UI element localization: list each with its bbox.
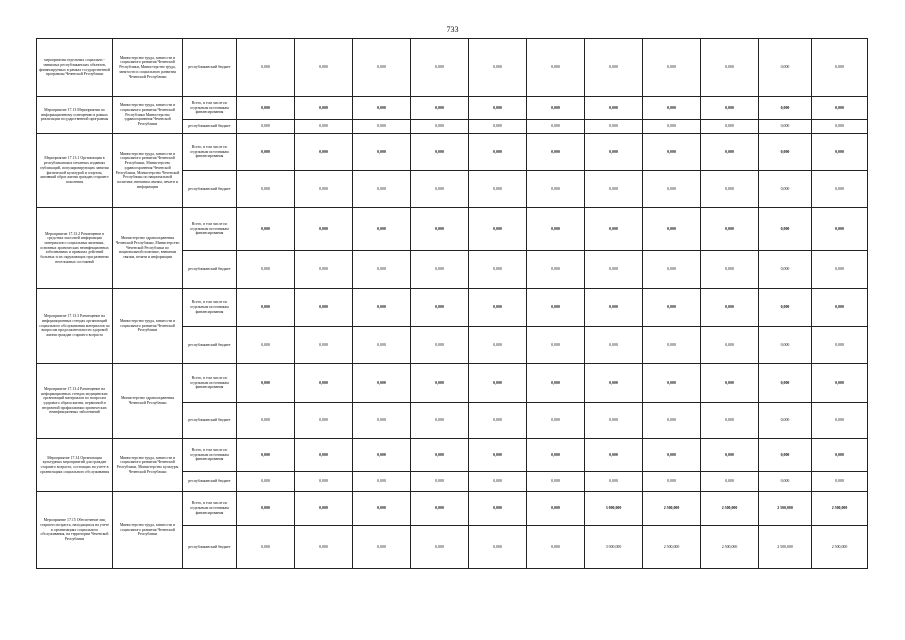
amount-cell: 0,000 <box>353 251 411 289</box>
funding-source: республиканский бюджет <box>183 472 237 492</box>
amount-cell: 0,000 <box>585 327 643 364</box>
amount-cell: 0,000 <box>585 97 643 120</box>
amount-cell: 0,000 <box>237 403 295 439</box>
amount-cell: 0,000 <box>353 472 411 492</box>
activity-name: Мероприятие 17.13.3 Размещение на информационных стендах организаций социального обслуживания материалов по вопросам продолжительности здоровой жизни граждан старшего возраста <box>37 289 113 364</box>
executor: Министерство труда, занятости и социального развития Чеченской Республики, Министерство здравоохранения Чеченской Республики, Министерство Чеченской Республики по национальной политике, внешним связям, печати и информации <box>113 134 183 208</box>
amount-cell: 0,000 <box>295 208 353 251</box>
amount-cell: 0,000 <box>295 439 353 472</box>
amount-cell: 0,000 <box>643 364 701 403</box>
amount-cell: 0,000 <box>469 439 527 472</box>
amount-cell: 0,000 <box>411 526 469 569</box>
table-body <box>37 39 868 569</box>
amount-cell: 0,000 <box>469 251 527 289</box>
amount-cell: 0,000 <box>527 120 585 134</box>
amount-cell: 0,000 <box>527 134 585 171</box>
amount-cell: 2 500,000 <box>701 526 759 569</box>
amount-cell: 0,000 <box>812 364 868 403</box>
amount-cell: 0,000 <box>411 289 469 327</box>
amount-cell: 0,000 <box>353 439 411 472</box>
table-row <box>37 439 868 472</box>
amount-cell: 0,000 <box>585 364 643 403</box>
amount-cell: 0,000 <box>643 134 701 171</box>
amount-cell: 0,000 <box>527 327 585 364</box>
amount-cell: 0,000 <box>759 327 812 364</box>
amount-cell: 0,000 <box>411 39 469 97</box>
amount-cell: 0,000 <box>353 492 411 526</box>
executor: Министерство труда, занятости и социального развития Чеченской Республики <box>113 289 183 364</box>
amount-cell: 0,000 <box>701 208 759 251</box>
amount-cell: 0,000 <box>701 39 759 97</box>
amount-cell: 0,000 <box>353 289 411 327</box>
amount-cell: 0,000 <box>295 472 353 492</box>
amount-cell: 2 500,000 <box>701 492 759 526</box>
amount-cell: 0,000 <box>759 251 812 289</box>
amount-cell: 0,000 <box>469 472 527 492</box>
amount-cell: 2 500,000 <box>812 492 868 526</box>
amount-cell: 0,000 <box>701 251 759 289</box>
funding-source: республиканский бюджет <box>183 251 237 289</box>
funding-source: Всего, в том числе по отдельным источникам финансирования <box>183 134 237 171</box>
amount-cell: 0,000 <box>527 251 585 289</box>
amount-cell: 0,000 <box>469 492 527 526</box>
amount-cell: 0,000 <box>411 134 469 171</box>
executor: Министерство труда, занятости и социального развития Чеченской Республики Министерство здравоохранения Чеченской Республики <box>113 97 183 134</box>
table-row <box>37 492 868 526</box>
amount-cell: 0,000 <box>237 492 295 526</box>
amount-cell: 0,000 <box>585 403 643 439</box>
amount-cell: 0,000 <box>643 403 701 439</box>
amount-cell: 0,000 <box>527 39 585 97</box>
funding-source: республиканский бюджет <box>183 327 237 364</box>
amount-cell: 0,000 <box>527 526 585 569</box>
amount-cell: 0,000 <box>295 171 353 208</box>
amount-cell: 2 500,000 <box>643 526 701 569</box>
funding-source: республиканский бюджет <box>183 120 237 134</box>
amount-cell: 0,000 <box>643 251 701 289</box>
amount-cell: 0,000 <box>295 251 353 289</box>
amount-cell: 0,000 <box>237 251 295 289</box>
amount-cell: 0,000 <box>812 39 868 97</box>
amount-cell: 3 000,000 <box>585 526 643 569</box>
amount-cell: 0,000 <box>812 171 868 208</box>
amount-cell: 0,000 <box>237 208 295 251</box>
amount-cell: 0,000 <box>527 289 585 327</box>
amount-cell: 0,000 <box>812 403 868 439</box>
amount-cell: 0,000 <box>353 39 411 97</box>
amount-cell: 0,000 <box>469 327 527 364</box>
table-row <box>37 97 868 120</box>
amount-cell: 0,000 <box>643 39 701 97</box>
funding-source: республиканский бюджет <box>183 171 237 208</box>
amount-cell: 0,000 <box>411 97 469 120</box>
amount-cell: 0,000 <box>701 171 759 208</box>
amount-cell: 0,000 <box>701 97 759 120</box>
amount-cell: 0,000 <box>759 39 812 97</box>
amount-cell: 0,000 <box>237 120 295 134</box>
amount-cell: 0,000 <box>353 171 411 208</box>
amount-cell: 0,000 <box>585 134 643 171</box>
amount-cell: 0,000 <box>353 403 411 439</box>
amount-cell: 0,000 <box>411 120 469 134</box>
table-row <box>37 208 868 251</box>
amount-cell: 0,000 <box>701 289 759 327</box>
amount-cell: 0,000 <box>643 439 701 472</box>
amount-cell: 0,000 <box>237 327 295 364</box>
amount-cell: 0,000 <box>295 364 353 403</box>
amount-cell: 0,000 <box>353 364 411 403</box>
executor: Министерство труда, занятости и социального развития Чеченской Республики, Министерство труда, занятости и социального развития Чеченской Республики <box>113 39 183 97</box>
amount-cell: 0,000 <box>643 472 701 492</box>
amount-cell: 0,000 <box>295 120 353 134</box>
activity-name: мероприятия отдельных социально - значимых республиканских объектов, финансируемых в рамках государственной программы Чеченской Республики <box>37 39 113 97</box>
amount-cell: 3 000,000 <box>585 492 643 526</box>
amount-cell: 0,000 <box>469 39 527 97</box>
amount-cell: 0,000 <box>411 403 469 439</box>
amount-cell: 0,000 <box>701 134 759 171</box>
amount-cell: 0,000 <box>759 134 812 171</box>
amount-cell: 0,000 <box>237 439 295 472</box>
amount-cell: 0,000 <box>527 403 585 439</box>
amount-cell: 0,000 <box>643 289 701 327</box>
amount-cell: 0,000 <box>237 134 295 171</box>
amount-cell: 0,000 <box>812 251 868 289</box>
amount-cell: 0,000 <box>527 364 585 403</box>
amount-cell: 0,000 <box>411 472 469 492</box>
amount-cell: 0,000 <box>812 289 868 327</box>
amount-cell: 0,000 <box>411 251 469 289</box>
amount-cell: 0,000 <box>527 492 585 526</box>
amount-cell: 0,000 <box>295 492 353 526</box>
funding-source: республиканский бюджет <box>183 39 237 97</box>
funding-source: Всего, в том числе по отдельным источникам финансирования <box>183 492 237 526</box>
amount-cell: 0,000 <box>701 364 759 403</box>
funding-source: республиканский бюджет <box>183 526 237 569</box>
funding-source: Всего, в том числе по отдельным источникам финансирования <box>183 439 237 472</box>
amount-cell: 0,000 <box>759 472 812 492</box>
amount-cell: 0,000 <box>643 120 701 134</box>
amount-cell: 2 500,000 <box>759 492 812 526</box>
amount-cell: 0,000 <box>411 364 469 403</box>
executor: Министерство здравоохранения Чеченской Республики <box>113 364 183 439</box>
amount-cell: 0,000 <box>759 439 812 472</box>
amount-cell: 0,000 <box>469 120 527 134</box>
budget-table <box>36 38 868 569</box>
amount-cell: 0,000 <box>411 208 469 251</box>
amount-cell: 0,000 <box>469 134 527 171</box>
amount-cell: 0,000 <box>585 439 643 472</box>
funding-source: Всего, в том числе по отдельным источникам финансирования <box>183 97 237 120</box>
amount-cell: 0,000 <box>643 327 701 364</box>
amount-cell: 0,000 <box>701 120 759 134</box>
amount-cell: 0,000 <box>585 39 643 97</box>
amount-cell: 0,000 <box>701 472 759 492</box>
amount-cell: 0,000 <box>585 472 643 492</box>
amount-cell: 0,000 <box>237 171 295 208</box>
amount-cell: 0,000 <box>469 403 527 439</box>
amount-cell: 0,000 <box>353 208 411 251</box>
amount-cell: 0,000 <box>585 171 643 208</box>
amount-cell: 0,000 <box>353 120 411 134</box>
amount-cell: 0,000 <box>295 134 353 171</box>
amount-cell: 0,000 <box>759 289 812 327</box>
amount-cell: 2 500,000 <box>759 526 812 569</box>
executor: Министерство труда, занятости и социального развития Чеченской Республики, Министерство культуры Чеченской Республики <box>113 439 183 492</box>
amount-cell: 0,000 <box>469 289 527 327</box>
amount-cell: 0,000 <box>411 439 469 472</box>
amount-cell: 0,000 <box>759 208 812 251</box>
amount-cell: 0,000 <box>237 526 295 569</box>
funding-source: Всего, в том числе по отдельным источникам финансирования <box>183 364 237 403</box>
amount-cell: 0,000 <box>237 289 295 327</box>
activity-name: Мероприятие 17.13.4 Размещение на информационных стендах медицинских организаций материалов по вопросам здорового образа жизни, первичной и вторичной профилактики хронических неинфекционных заболеваний <box>37 364 113 439</box>
funding-source: Всего, в том числе по отдельным источникам финансирования <box>183 289 237 327</box>
funding-source: республиканский бюджет <box>183 403 237 439</box>
amount-cell: 0,000 <box>411 327 469 364</box>
amount-cell: 0,000 <box>469 208 527 251</box>
activity-name: Мероприятие 17.13.1 Организация в республиканских печатных изданиях публикаций, популяризирующих занятия физической культурой и спортом, активный образ жизни граждан старшего поколения <box>37 134 113 208</box>
table-row <box>37 134 868 171</box>
amount-cell: 0,000 <box>237 472 295 492</box>
amount-cell: 2 500,000 <box>643 492 701 526</box>
amount-cell: 0,000 <box>812 208 868 251</box>
activity-name: Мероприятие 17.14 Организация культурных мероприятий для граждан старшего возраста, состоящих на учете в организациях социального обслуживания <box>37 439 113 492</box>
table-row <box>37 39 868 97</box>
amount-cell: 0,000 <box>527 97 585 120</box>
amount-cell: 0,000 <box>469 526 527 569</box>
amount-cell: 0,000 <box>295 39 353 97</box>
amount-cell: 0,000 <box>812 97 868 120</box>
amount-cell: 0,000 <box>585 208 643 251</box>
amount-cell: 0,000 <box>585 120 643 134</box>
amount-cell: 0,000 <box>812 134 868 171</box>
activity-name: Мероприятие 17.13 Мероприятия по информационному освещению в рамках реализации государственной программы <box>37 97 113 134</box>
amount-cell: 0,000 <box>643 97 701 120</box>
amount-cell: 0,000 <box>353 134 411 171</box>
amount-cell: 2 500,000 <box>812 526 868 569</box>
amount-cell: 0,000 <box>411 492 469 526</box>
amount-cell: 0,000 <box>237 97 295 120</box>
executor: Министерство труда, занятости и социального развития Чеченской Республики <box>113 492 183 569</box>
activity-name: Мероприятие 17.15 Обеспечение лиц старшего возраста, находящихся на учете в организациях социального обслуживания, на территории Чеченской Республики <box>37 492 113 569</box>
amount-cell: 0,000 <box>643 208 701 251</box>
amount-cell: 0,000 <box>469 171 527 208</box>
amount-cell: 0,000 <box>701 439 759 472</box>
amount-cell: 0,000 <box>353 526 411 569</box>
amount-cell: 0,000 <box>812 472 868 492</box>
table-row <box>37 364 868 403</box>
amount-cell: 0,000 <box>759 120 812 134</box>
executor: Министерство здравоохранения Чеченской Республики, Министерство Чеченской Республики по национальной политике, внешним связям, печати и информации <box>113 208 183 289</box>
amount-cell: 0,000 <box>812 439 868 472</box>
amount-cell: 0,000 <box>411 171 469 208</box>
amount-cell: 0,000 <box>701 327 759 364</box>
funding-source: Всего, в том числе по отдельным источникам финансирования <box>183 208 237 251</box>
amount-cell: 0,000 <box>295 327 353 364</box>
amount-cell: 0,000 <box>353 97 411 120</box>
amount-cell: 0,000 <box>585 251 643 289</box>
amount-cell: 0,000 <box>585 289 643 327</box>
amount-cell: 0,000 <box>353 327 411 364</box>
amount-cell: 0,000 <box>812 120 868 134</box>
amount-cell: 0,000 <box>812 327 868 364</box>
amount-cell: 0,000 <box>759 171 812 208</box>
amount-cell: 0,000 <box>643 171 701 208</box>
amount-cell: 0,000 <box>295 289 353 327</box>
amount-cell: 0,000 <box>759 364 812 403</box>
amount-cell: 0,000 <box>527 439 585 472</box>
amount-cell: 0,000 <box>237 39 295 97</box>
amount-cell: 0,000 <box>295 403 353 439</box>
page-number: 733 <box>446 25 459 34</box>
amount-cell: 0,000 <box>527 472 585 492</box>
amount-cell: 0,000 <box>527 208 585 251</box>
activity-name: Мероприятие 17.13.2 Размещение в средствах массовой информации материалов о социальных явлениях, основных хронических неинфекционных заболеваниях и правилах действий больных и их окружающих при развитии неотложных состояний <box>37 208 113 289</box>
amount-cell: 0,000 <box>469 364 527 403</box>
amount-cell: 0,000 <box>469 97 527 120</box>
amount-cell: 0,000 <box>295 97 353 120</box>
amount-cell: 0,000 <box>527 171 585 208</box>
amount-cell: 0,000 <box>759 97 812 120</box>
amount-cell: 0,000 <box>759 403 812 439</box>
table-row <box>37 289 868 327</box>
amount-cell: 0,000 <box>701 403 759 439</box>
amount-cell: 0,000 <box>295 526 353 569</box>
amount-cell: 0,000 <box>237 364 295 403</box>
